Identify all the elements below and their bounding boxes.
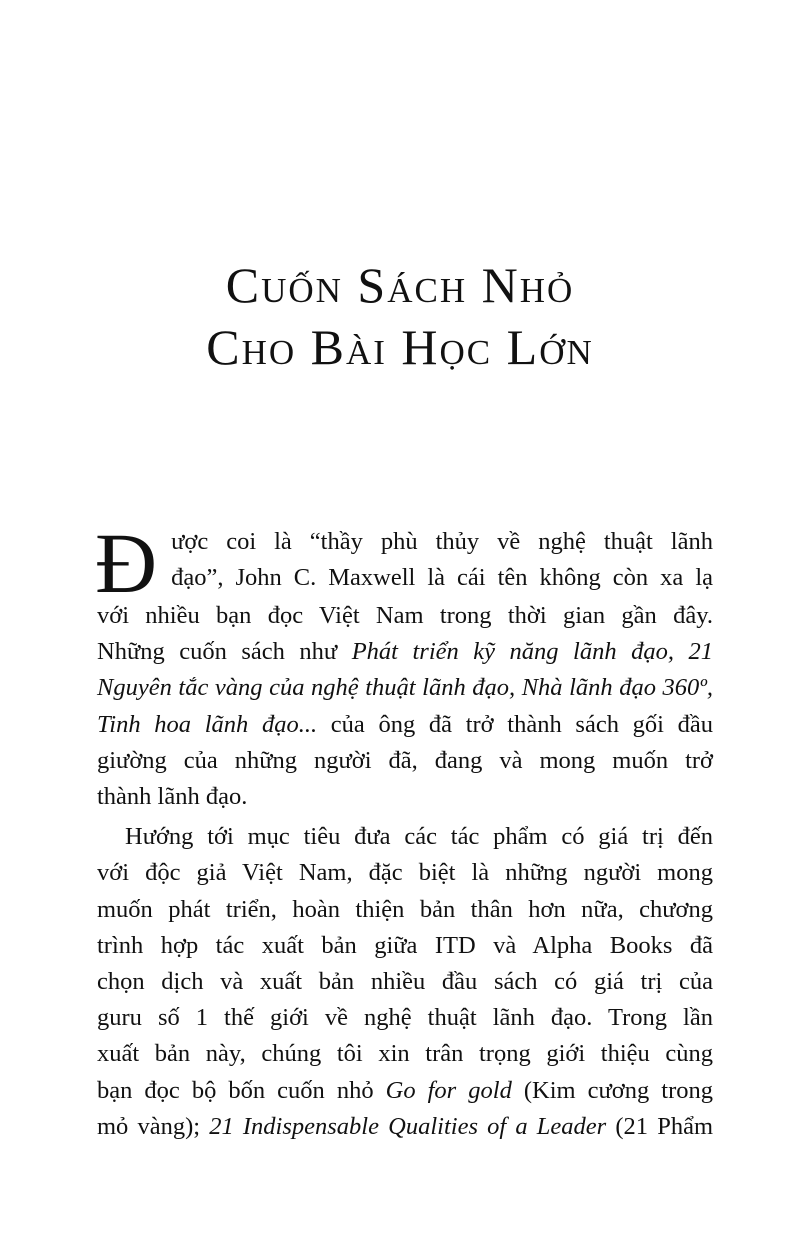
- text-line: [97, 1109, 713, 1145]
- text-segment: mỏ vàng);: [97, 1112, 210, 1140]
- text-line: muốn phát triển, hoàn thiện bản thân hơn nữa, chương: [97, 895, 713, 923]
- book-title-italic: Go for gold: [385, 1076, 512, 1104]
- paragraph-2: [97, 819, 713, 1145]
- text-line: đạo”, John C. Maxwell là cái tên không còn xa lạ: [171, 564, 713, 592]
- text-segment: của ông đã trở thành sách gối đầu: [317, 710, 713, 738]
- text-line: guru số 1 thế giới về nghệ thuật lãnh đạo. Trong lần: [97, 1004, 713, 1032]
- paragraph-1: [95, 515, 713, 815]
- book-title-italic: Phát triển kỹ năng lãnh đạo, 21: [351, 638, 713, 666]
- text-line: Hướng tới mục tiêu đưa các tác phẩm có giá trị đến: [125, 823, 713, 851]
- text-line: [97, 1073, 713, 1109]
- text-line: với nhiều bạn đọc Việt Nam trong thời gian gần đây.: [97, 602, 713, 629]
- text-line: với độc giả Việt Nam, đặc biệt là những người mong: [97, 859, 713, 887]
- chapter-title: [0, 254, 800, 378]
- text-line: ược coi là “thầy phù thủy về nghệ thuật lãnh: [171, 528, 713, 555]
- book-title-italic: 21 Indispensable Qualities of a Leader: [209, 1112, 607, 1140]
- text-line: trình hợp tác xuất bản giữa ITD và Alpha Books đã: [97, 931, 713, 959]
- body-text: [95, 515, 714, 1145]
- text-line: xuất bản này, chúng tôi xin trân trọng giới thiệu cùng: [97, 1040, 713, 1068]
- text-segment: (Kim cương trong: [511, 1076, 714, 1104]
- text-line: chọn dịch và xuất bản nhiều đầu sách có giá trị của: [97, 968, 713, 996]
- text-line: [97, 634, 713, 670]
- chapter-title-line-2: Cho Bài Học Lớn: [206, 319, 594, 375]
- drop-cap: Đ: [95, 515, 158, 611]
- text-line: giường của những người đã, đang và mong muốn trở: [97, 746, 713, 774]
- text-segment: Những cuốn sách như: [97, 638, 352, 666]
- text-segment: (21 Phẩm: [606, 1112, 713, 1140]
- book-title-italic: Tinh hoa lãnh đạo...: [97, 710, 318, 738]
- text-line: [97, 707, 713, 743]
- text-segment: bạn đọc bộ bốn cuốn nhỏ: [97, 1076, 386, 1104]
- text-line: [97, 670, 713, 706]
- text-line: thành lãnh đạo.: [97, 783, 248, 811]
- book-title-italic: Nguyên tắc vàng của nghệ thuật lãnh đạo, Nhà lãnh đạo 360º,: [97, 674, 713, 702]
- chapter-title-line-1: Cuốn Sách Nhỏ: [225, 257, 575, 313]
